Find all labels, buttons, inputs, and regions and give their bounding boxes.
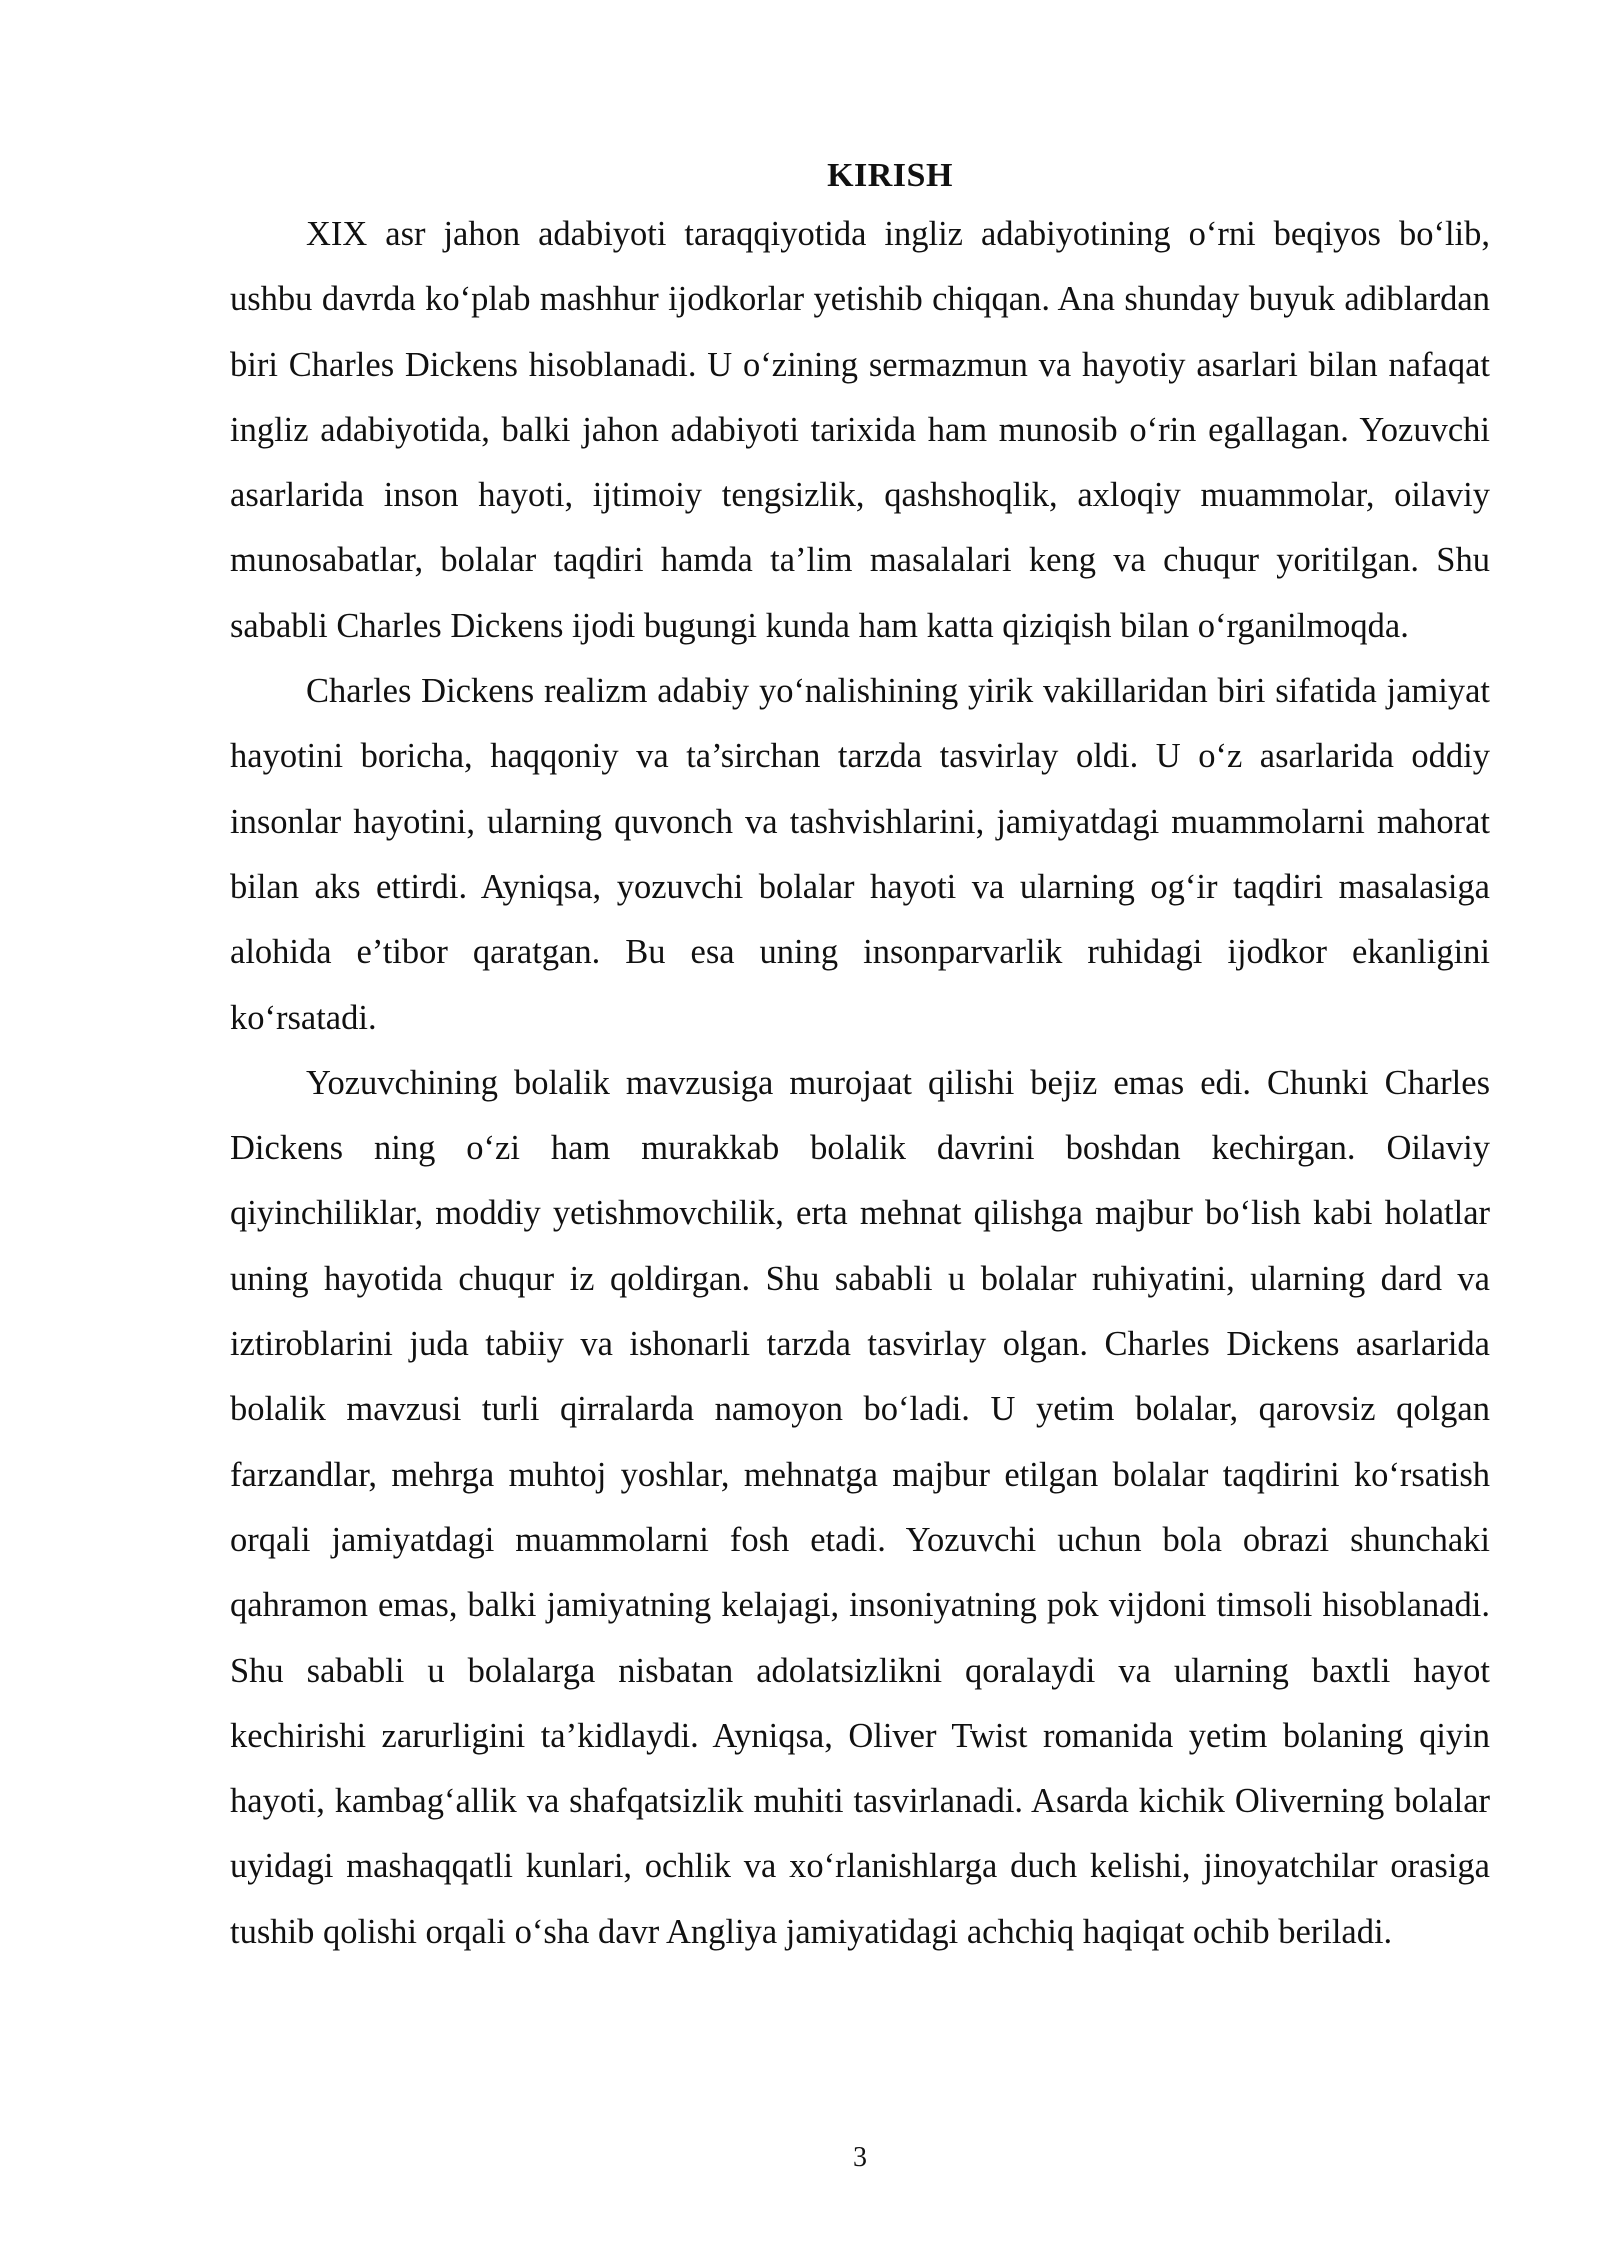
page-number: 3: [853, 2142, 867, 2173]
page-body: [230, 150, 1490, 1965]
paragraph-3: Yozuvchining bolalik mavzusiga murojaat qilishi bejiz emas edi. Chunki Charles Dickens ning o‘zi ham murakkab bolalik davrini boshdan kechirgan. Oilaviy qiyinchiliklar, moddiy yetishmovchilik, erta mehnat qilishga majbur bo‘lish kabi holatlar uning hayotida chuqur iz qoldirgan. Shu sababli u bolalar ruhiyatini, ularning dard va iztiroblarini juda tabiiy va ishonarli tarzda tasvirlay olgan. Charles Dickens asarlarida bolalik mavzusi turli qirralarda namoyon bo‘ladi. U yetim bolalar, qarovsiz qolgan farzandlar, mehrga muhtoj yoshlar, mehnatga majbur etilgan bolalar taqdirini ko‘rsatish orqali jamiyatdagi muammolarni fosh etadi. Yozuvchi uchun bola obrazi shunchaki qahramon emas, balki jamiyatning kelajagi, insoniyatning pok vijdoni timsoli hisoblanadi. Shu sababli u bolalarga nisbatan adolatsizlikni qoralaydi va ularning baxtli hayot kechirishi zarurligini ta’kidlaydi. Ayniqsa, Oliver Twist romanida yetim bolaning qiyin hayoti, kambag‘allik va shafqatsizlik muhiti tasvirlanadi. Asarda kichik Oliverning bolalar uyidagi mashaqqatli kunlari, ochlik va xo‘rlanishlarga duch kelishi, jinoyatchilar orasiga tushib qolishi orqali o‘sha davr Angliya jamiyatidagi achchiq haqiqat ochib beriladi.: [230, 1063, 1490, 1951]
page-title: KIRISH: [827, 157, 953, 194]
paragraph-2: Charles Dickens realizm adabiy yo‘nalishining yirik vakillaridan biri sifatida jamiyat hayotini boricha, haqqoniy va ta’sirchan tarzda tasvirlay oldi. U o‘z asarlarida oddiy insonlar hayotini, ularning quvonch va tashvishlarini, jamiyatdagi muammolarni mahorat bilan aks ettirdi. Ayniqsa, yozuvchi bolalar hayoti va ularning og‘ir taqdiri masalasiga alohida e’tibor qaratgan. Bu esa uning insonparvarlik ruhidagi ijodkor ekanligini ko‘rsatadi.: [230, 672, 1490, 1037]
paragraph-1: XIX asr jahon adabiyoti taraqqiyotida ingliz adabiyotining o‘rni beqiyos bo‘lib, ushbu davrda ko‘plab mashhur ijodkorlar yetishib chiqqan. Ana shunday buyuk adiblardan biri Charles Dickens hisoblanadi. U o‘zining sermazmun va hayotiy asarlari bilan nafaqat ingliz adabiyotida, balki jahon adabiyoti tarixida ham munosib o‘rin egallagan. Yozuvchi asarlarida inson hayoti, ijtimoiy tengsizlik, qashshoqlik, axloqiy muammolar, oilaviy munosabatlar, bolalar taqdiri hamda ta’lim masalalari keng va chuqur yoritilgan. Shu sababli Charles Dickens ijodi bugungi kunda ham katta qiziqish bilan o‘rganilmoqda.: [230, 215, 1490, 645]
